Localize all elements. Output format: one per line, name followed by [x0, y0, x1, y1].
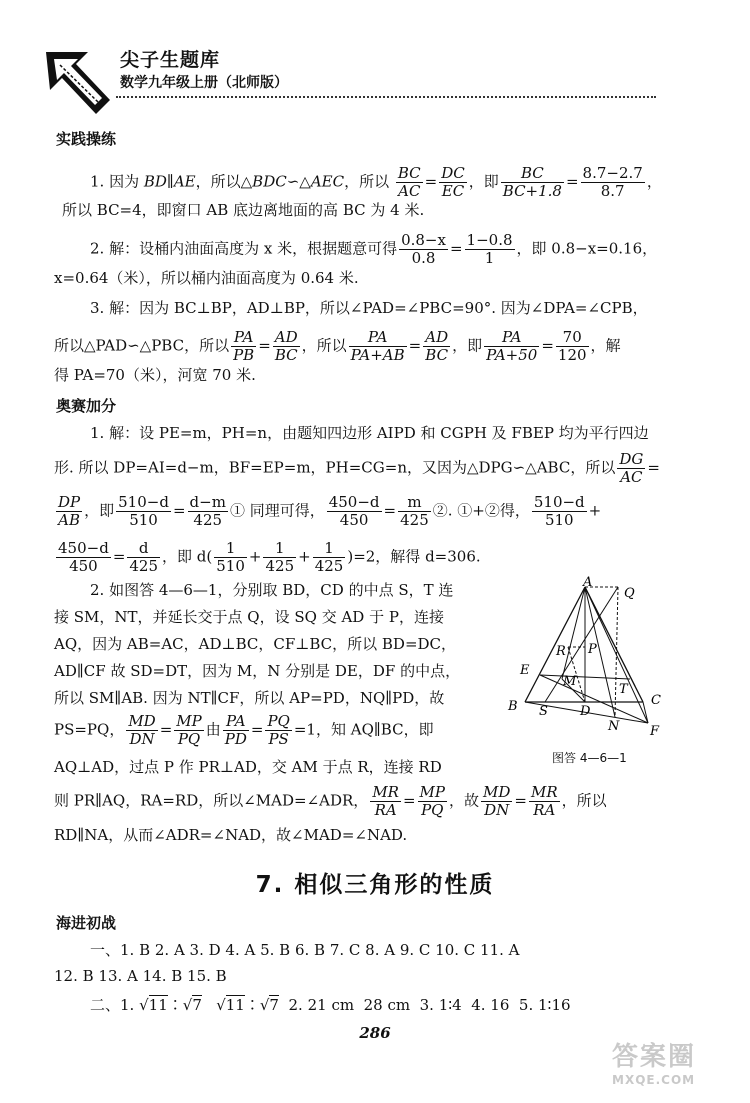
- label-D: D: [580, 704, 591, 719]
- fraction: $\frac{PA}{PB}$: [233, 328, 255, 364]
- contest-2-line-1: 2. 如图答 4—6—1，分别取 BD，CD 的中点 S，T 连: [90, 581, 454, 599]
- fraction: $\frac{0.8-x}{0.8}$: [401, 231, 446, 267]
- fraction: $\frac{PA}{PA+50}$: [486, 328, 538, 364]
- label-A: A: [583, 575, 593, 590]
- label-F: F: [650, 724, 660, 739]
- fraction: $\frac{8.7-2.7}{8.7}$: [582, 164, 643, 200]
- fraction: $\frac{MP}{PQ}$: [419, 783, 445, 819]
- answers-row-1: 一、1. B 2. A 3. D 4. A 5. B 6. B 7. C 8. A 9. C 10. C 11. A: [90, 941, 520, 959]
- fraction: $\frac{MR}{RA}$: [372, 783, 399, 819]
- fraction: $\frac{450-d}{450}$: [58, 539, 109, 575]
- contest-1-line-4: $\frac{450-d}{450}$ = $\frac{d}{425}$ ，即 d( $\frac{1}{510}$ + $\frac{1}{425}$ + $\frac{1}{425}$ )=2，解得 d=306.: [58, 539, 481, 575]
- fraction: $\frac{BC}{AC}$: [397, 164, 421, 200]
- contest-2-line-5: 所以 SM∥AB. 因为 NT∥CF，所以 AP=PD，NQ∥PD，故: [54, 689, 445, 707]
- label-E: E: [520, 663, 530, 678]
- contest-1-line-1: 1. 解：设 PE=m，PH=n，由题知四边形 AIPD 和 CGPH 及 FBEP 均为平行四边: [90, 424, 649, 442]
- chapter-title: 7. 相似三角形的性质: [255, 872, 495, 898]
- contest-2-line-8: 则 PR∥AQ，RA=RD，所以∠MAD=∠ADR， $\frac{MR}{RA}$ = $\frac{MP}{PQ}$ ，故 $\frac{MD}{DN}$ = $\frac{MR}{RA}$ ，所以: [54, 783, 607, 819]
- book-subtitle: 数学九年级上册（北师版）: [120, 75, 288, 91]
- fraction: $\frac{1}{425}$: [314, 539, 344, 575]
- label-T: T: [619, 682, 628, 697]
- fraction: $\frac{1-0.8}{1}$: [466, 231, 513, 267]
- contest-1-line-3: $\frac{DP}{AB}$ ，即 $\frac{510-d}{510}$ = $\frac{d-m}{425}$ ① 同理可得， $\frac{450-d}{450}$ = $\frac{m}{425}$ ②. ①+②得， $\frac{510-d}{510}$ +: [58, 493, 602, 529]
- fraction: $\frac{BC}{BC+1.8}$: [502, 164, 562, 200]
- answers-row-3: 二、1. √11∶√7 √11∶√7 2. 21 cm 28 cm 3. 1∶4 4. 16 5. 1∶16: [90, 996, 571, 1014]
- fraction: $\frac{d}{425}$: [129, 539, 159, 575]
- label-N: N: [608, 719, 620, 734]
- fraction: $\frac{PA}{PD}$: [224, 712, 247, 748]
- fraction: $\frac{PA}{PA+AB}$: [350, 328, 405, 364]
- contest-2-line-7: AQ⊥AD，过点 P 作 PR⊥AD，交 AM 于点 R，连接 RD: [54, 758, 442, 776]
- problem-2-line-1: 2. 解：设桶内油面高度为 x 米，根据题意可得 $\frac{0.8-x}{0.8}$ = $\frac{1-0.8}{1}$ ，即 0.8−x=0.16，: [90, 231, 658, 267]
- sqrt-symbol: √: [259, 996, 270, 1014]
- fraction: $\frac{1}{425}$: [265, 539, 295, 575]
- contest-2-line-9: RD∥NA，从而∠ADR=∠NAD，故∠MAD=∠NAD.: [54, 826, 408, 844]
- problem-1-line-1: 1. 因为 BD∥AE，所以△BDC∽△AEC，所以 $\frac{BC}{AC}$ = $\frac{DC}{EC}$ ，即 $\frac{BC}{BC+1.8}$ = $\frac{8.7-2.7}{8.7}$ ，: [90, 164, 662, 200]
- arrow-logo-icon: [38, 42, 118, 122]
- fraction: $\frac{1}{510}$: [216, 539, 245, 575]
- sqrt-symbol: √: [216, 996, 226, 1014]
- header-divider: [116, 96, 656, 98]
- answers-row-2: 12. B 13. A 14. B 15. B: [54, 967, 227, 985]
- fraction: $\frac{MR}{RA}$: [530, 783, 558, 819]
- contest-2-line-6: PS=PQ， $\frac{MD}{DN}$ = $\frac{MP}{PQ}$ 由 $\frac{PA}{PD}$ = $\frac{PQ}{PS}$ =1，知 AQ∥BC，即: [54, 712, 434, 748]
- label-Q: Q: [624, 586, 635, 601]
- contest-2-line-3: AQ，因为 AB=AC，AD⊥BC，CF⊥BC，所以 BD=DC，: [54, 635, 457, 653]
- fraction: $\frac{DC}{EC}$: [441, 164, 465, 200]
- fraction: $\frac{450-d}{450}$: [328, 493, 380, 529]
- label-R: R: [556, 644, 566, 659]
- fraction: $\frac{DP}{AB}$: [58, 493, 81, 529]
- label-P: P: [588, 642, 597, 657]
- contest-2-line-2: 接 SM，NT，并延长交于点 Q，设 SQ 交 AD 于 P，连接: [54, 608, 444, 626]
- problem-2-line-2: x=0.64（米），所以桶内油面高度为 0.64 米.: [54, 269, 359, 287]
- fraction: $\frac{AD}{BC}$: [425, 328, 449, 364]
- problem-3-line-2: 所以△PAD∽△PBC，所以 $\frac{PA}{PB}$ = $\frac{AD}{BC}$ ，所以 $\frac{PA}{PA+AB}$ = $\frac{AD}{BC}$ ，即 $\frac{PA}{PA+50}$ = $\frac{70}{120}$ ，解: [54, 328, 621, 364]
- book-title: 尖子生题库: [120, 49, 221, 71]
- fraction: $\frac{PQ}{PS}$: [267, 712, 290, 748]
- section-heading-practice: 实践操练: [56, 130, 117, 148]
- fraction: $\frac{DG}{AC}$: [619, 450, 644, 486]
- page-number: 286: [359, 1024, 391, 1042]
- problem-1-line-2: 所以 BC=4，即窗口 AB 底边离地面的高 BC 为 4 米.: [62, 201, 425, 219]
- fraction: $\frac{m}{425}$: [400, 493, 429, 529]
- fraction: $\frac{510-d}{510}$: [533, 493, 585, 529]
- label-S: S: [539, 704, 548, 719]
- section-heading-contest: 奥赛加分: [56, 397, 117, 415]
- watermark: 答案圈 MXQE.COM: [612, 1042, 697, 1087]
- label-C: C: [651, 693, 661, 708]
- fraction: $\frac{70}{120}$: [557, 328, 587, 364]
- fraction: $\frac{MP}{PQ}$: [176, 712, 202, 748]
- geometry-figure: [500, 575, 670, 745]
- fraction: $\frac{AD}{BC}$: [274, 328, 298, 364]
- label-B: B: [508, 699, 518, 714]
- fraction: $\frac{d-m}{425}$: [189, 493, 226, 529]
- figure-caption: 图答 4—6—1: [552, 751, 627, 765]
- problem-3-line-3: 得 PA=70（米），河宽 70 米.: [54, 366, 256, 384]
- contest-2-line-4: AD∥CF 故 SD=DT，因为 M，N 分别是 DE，DF 的中点，: [54, 662, 461, 680]
- section-heading-explore: 海进初战: [56, 914, 117, 932]
- label-M: M: [563, 674, 577, 689]
- fraction: $\frac{510-d}{510}$: [118, 493, 169, 529]
- problem-3-line-1: 3. 解：因为 BC⊥BP，AD⊥BP，所以∠PAD=∠PBC=90°. 因为∠DPA=∠CPB，: [90, 299, 648, 317]
- sqrt-symbol: √: [182, 996, 193, 1014]
- contest-1-line-2: 形. 所以 DP=AI=d−m，BF=EP=m，PH=CG=n，又因为△DPG∽△ABC，所以 $\frac{DG}{AC}$ =: [54, 450, 660, 486]
- fraction: $\frac{MD}{DN}$: [128, 712, 156, 748]
- fraction: $\frac{MD}{DN}$: [483, 783, 511, 819]
- sqrt-symbol: √: [139, 996, 149, 1014]
